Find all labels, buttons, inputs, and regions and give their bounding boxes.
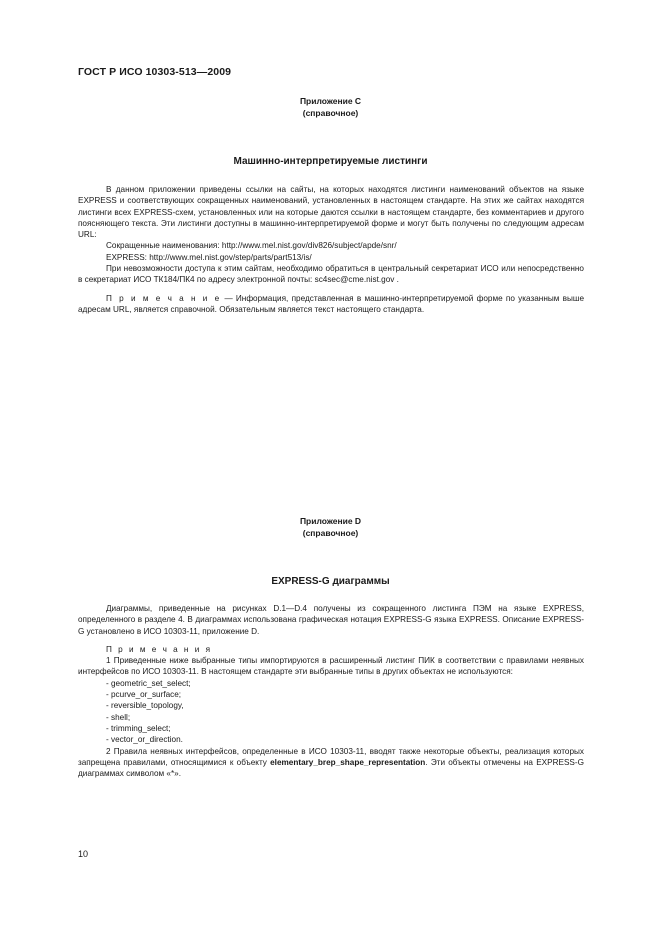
annex-d-notes-label: П р и м е ч а н и я (106, 644, 213, 654)
annex-c-label: Приложение C (299, 96, 362, 106)
annex-d-note-2-end: . Эти объекты отмечены на EXPRESS-G диаграммах символом «*». (78, 757, 584, 779)
annex-d-body (78, 603, 584, 779)
annex-c-heading (0, 95, 661, 119)
annex-c-paragraph-2: При невозможности доступа к этим сайтам, необходимо обратиться в центральный секретариат ИСО или непосредственно в секретариат ИСО ТК184/ПК4 по адресу электронной почты: sc4sec@cme.nist.gov . (78, 264, 584, 285)
annex-c-type: (справочное) (302, 108, 359, 118)
url-short-names: Сокращенные наименования: http://www.mel.nist.gov/div826/subject/apde/snr/ (106, 241, 397, 251)
annex-d-note-2-start: 2 Правила неявных интерфейсов, определенные в ИСО 10303-11, вводят также некоторые объекты, реализация которых запрещена правилами, относящимися к объекту (78, 746, 584, 767)
annex-d-note-2 (78, 746, 584, 780)
page-number: 10 (78, 849, 89, 859)
annex-c-note-text: — Информация, представленная в машинно-интерпретируемой форме по указанным выше адресам URL, является справочной. Обязательным является текст настоящего стандарта. (78, 293, 584, 314)
annex-c-body (78, 184, 584, 315)
document-code: ГОСТ Р ИСО 10303-513—2009 (78, 66, 232, 78)
annex-c-note-label: П р и м е ч а н и е (106, 293, 222, 303)
annex-c-paragraph-1: В данном приложении приведены ссылки на сайты, на которых находятся листинги наименований объектов на языке EXPRESS и соответствующих сокращенных наименований, установленных в настоящем стандарте. На этих же сайтах находятся листинги всех EXPRESS-схем, установленных или на которые даются ссылки в настоящем стандарте, без комментариев и другого поясняющего текста. Эти листинги доступны в машинно-интерпретируемой форме и могут быть получены по следующим адресам URL: (78, 185, 584, 240)
annex-d-heading (0, 515, 661, 539)
entity-name: elementary_brep_shape_representation (270, 757, 426, 767)
annex-d-note-1: 1 Приведенные ниже выбранные типы импортируются в расширенный листинг ПИК в соответствии с правилами неявных интерфейсов по ИСО 10303-11. В настоящем стандарте эти выбранные типы в других объектах не используются: (78, 656, 584, 677)
url-express: EXPRESS: http://www.mel.nist.gov/step/parts/part513/is/ (106, 252, 312, 262)
annex-d-paragraph-1: Диаграммы, приведенные на рисунках D.1—D.4 получены из сокращенного листинга ПЭМ на языке EXPRESS, определенного в разделе 4. В диаграммах использована графическая нотация EXPRESS-G языка EXPRESS. Описание EXPRESS-G установлено в ИСО 10303-11, приложение D. (78, 604, 584, 636)
type-item: - shell; (106, 712, 131, 722)
annex-c-note (78, 293, 584, 316)
annex-d-label: Приложение D (299, 516, 362, 526)
annex-d-type: (справочное) (302, 528, 359, 538)
type-item: - vector_or_direction. (106, 735, 183, 745)
annex-c-title: Машинно-интерпретируемые листинги (233, 156, 428, 167)
type-item: - trimming_select; (106, 723, 171, 733)
type-item: - reversible_topology, (106, 701, 184, 711)
type-item: - geometric_set_select; (106, 678, 191, 688)
annex-d-title: EXPRESS-G диаграммы (271, 576, 390, 587)
type-item: - pcurve_or_surface; (106, 690, 182, 700)
